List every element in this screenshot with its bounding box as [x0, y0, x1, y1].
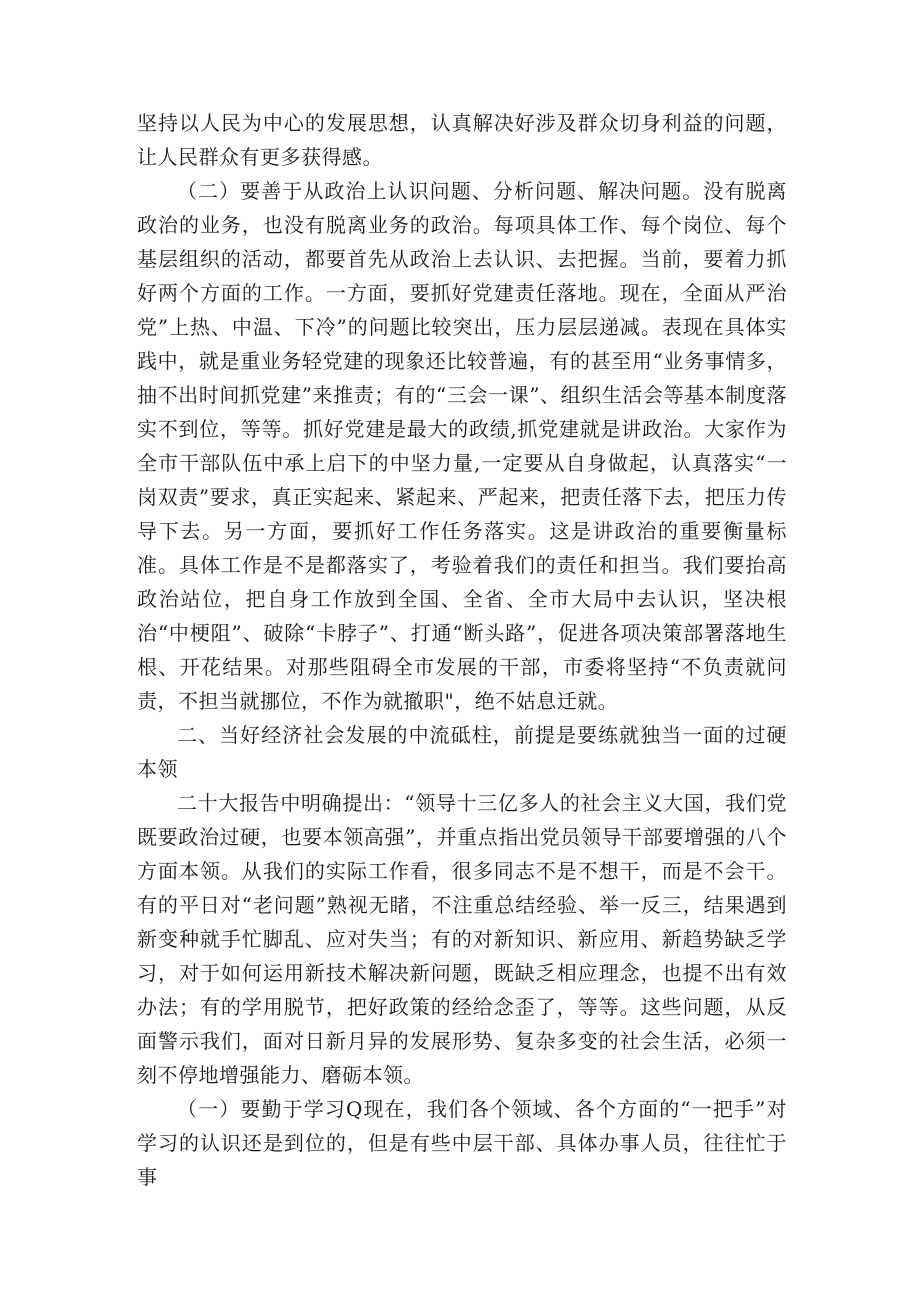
section-heading-two: 二、当好经济社会发展的中流砥柱，前提是要练就独当一面的过硬本领	[137, 723, 787, 781]
paragraph-diligent-learning: （一）要勤于学习Q现在，我们各个领域、各个方面的“一把手”对学习的认识还是到位的，但是有些中层干部、具体办事人员，往往忙于事	[137, 1097, 787, 1189]
paragraph-continuation: 坚持以人民为中心的发展思想，认真解决好涉及群众切身利益的问题，让人民群众有更多获得感。	[137, 111, 787, 169]
paragraph-report-ability: 二十大报告中明确提出：“领导十三亿多人的社会主义大国，我们党既要政治过硬，也要本领高强”，并重点指出党员领导干部要增强的八个方面本领。从我们的实际工作看，很多同志不是不想干，而是不会干。有的平日对“老问题”熟视无睹，不注重总结经验、举一反三，结果遇到新变种就手忙脚乱、应对失当；有的对新知识、新应用、新趋势缺乏学习，对于如何运用新技术解决新问题，既缺乏相应理念，也提不出有效办法；有的学用脱节，把好政策的经给念歪了，等等。这些问题，从反面警示我们，面对日新月异的发展形势、复杂多变的社会生活，必须一刻不停地增强能力、磨砺本领。	[137, 791, 787, 1087]
paragraph-political-understanding: （二）要善于从政治上认识问题、分析问题、解决问题。没有脱离政治的业务，也没有脱离业务的政治。每项具体工作、每个岗位、每个基层组织的活动，都要首先从政治上去认识、去把握。当前，要着力抓好两个方面的工作。一方面，要抓好党建责任落地。现在，全面从严治党”上热、中温、下冷”的问题比较突出，压力层层递减。表现在具体实践中，就是重业务轻党建的现象还比较普遍，有的甚至用“业务事情多，抽不出时间抓党建”来推责；有的“三会一课”、组织生活会等基本制度落实不到位，等等。抓好党建是最大的政绩,抓党建就是讲政治。大家作为全市干部队伍中承上启下的中坚力量,一定要从自身做起，认真落实“一岗双责”要求，真正实起来、紧起来、严起来，把责任落下去，把压力传导下去。另一方面，要抓好工作任务落实。这是讲政治的重要衡量标准。具体工作是不是都落实了，考验着我们的责任和担当。我们要抬高政治站位，把自身工作放到全国、全省、全市大局中去认识，坚决根治“中梗阻”、破除“卡脖子”、打通“断头路”，促进各项决策部署落地生根、开花结果。对那些阻碍全市发展的干部，市委将坚持“不负责就问责，不担当就挪位，不作为就撤职"，绝不姑息迁就。	[137, 179, 787, 713]
document-page	[137, 106, 787, 1194]
